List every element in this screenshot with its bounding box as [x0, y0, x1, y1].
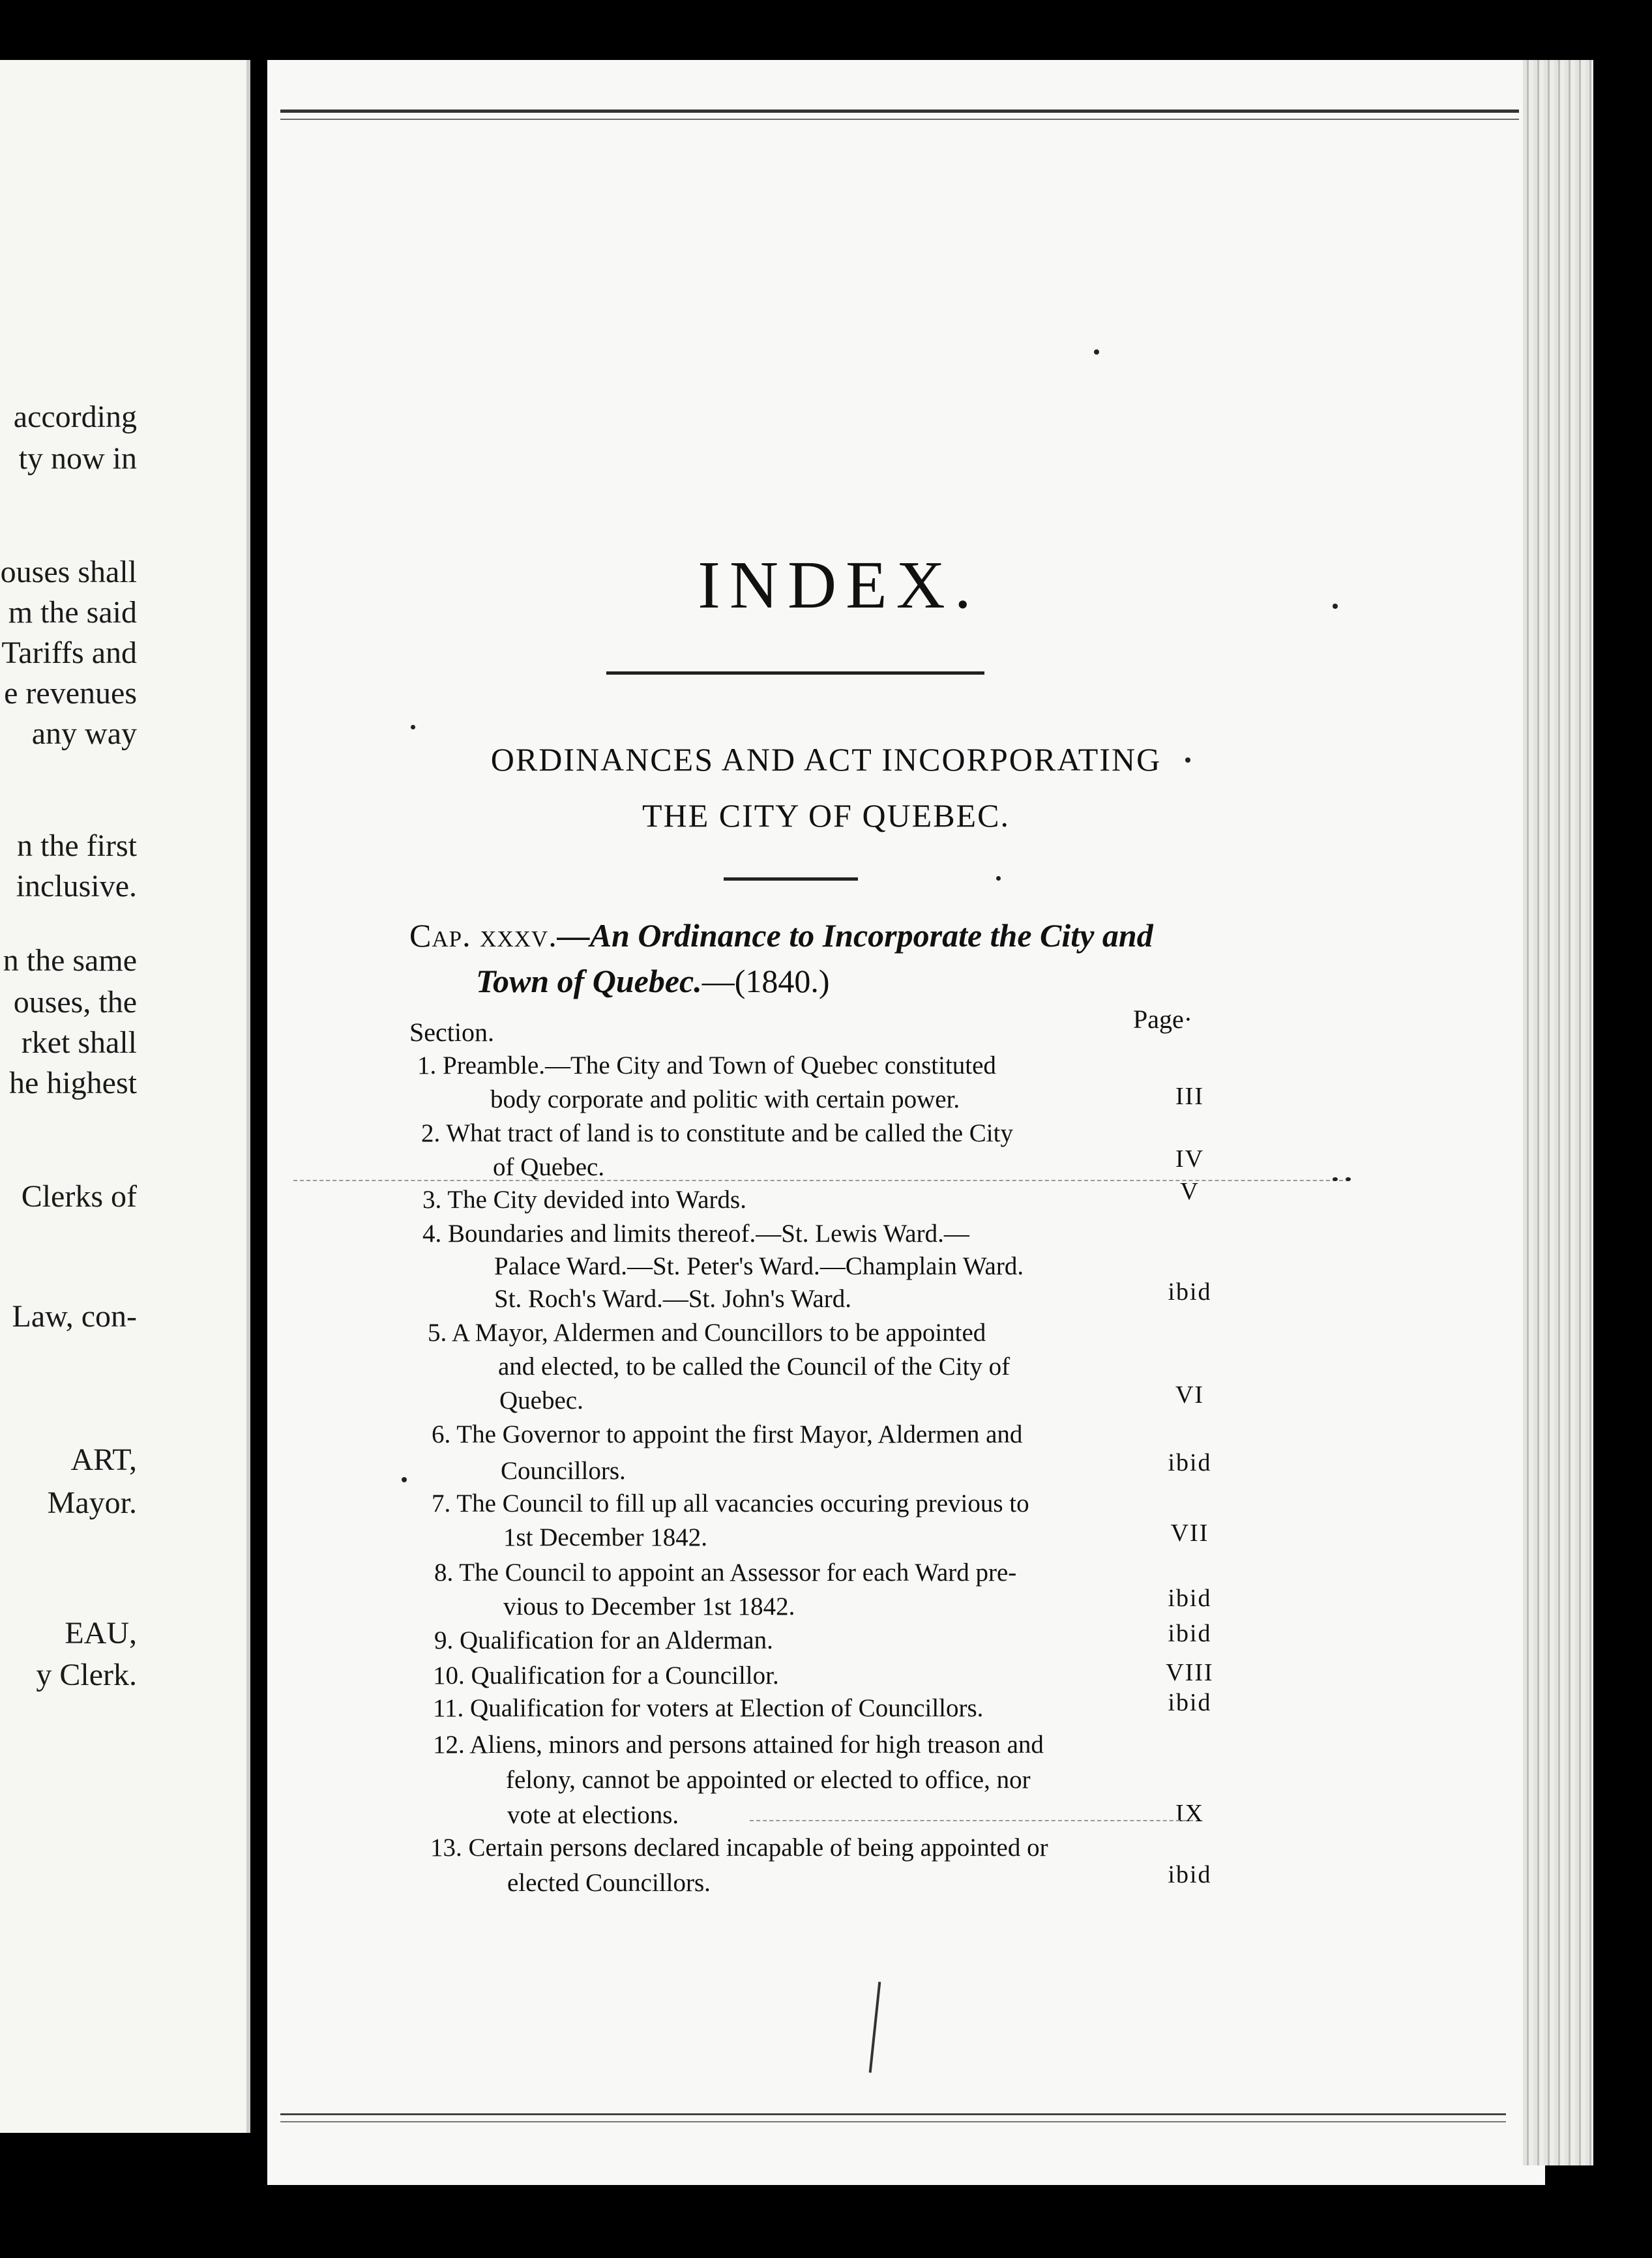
entry-5-line-1: 5. A Mayor, Aldermen and Councillors to be appointed: [428, 1319, 986, 1347]
entry-8-line-2: vious to December 1st 1842.: [503, 1592, 795, 1620]
entry-6-line-2: Councillors.: [501, 1457, 626, 1485]
entry-7-line-2: 1st December 1842.: [503, 1523, 707, 1551]
left-fragment: Law, con-: [12, 1299, 137, 1334]
left-fragment: ty now in: [18, 441, 137, 476]
entry-8-line-1: 8. The Council to appoint an Assessor for each Ward pre-: [434, 1559, 1017, 1587]
left-fragment: ouses shall: [0, 555, 137, 589]
entry-12-line-2: felony, cannot be appointed or elected to office, nor: [506, 1766, 1031, 1794]
entry-9-line-1: 9. Qualification for an Alderman.: [434, 1626, 773, 1654]
top-rule: [280, 110, 1519, 113]
page-column-header: Page·: [1133, 1004, 1193, 1034]
entry-3-line-1: 3. The City devided into Wards.: [422, 1186, 746, 1214]
left-fragment: Clerks of: [21, 1179, 137, 1214]
entry-12-dash: [750, 1820, 1193, 1821]
entry-2-line-2: of Quebec.: [493, 1153, 605, 1181]
entry-10-line-1: 10. Qualification for a Councillor.: [433, 1662, 779, 1690]
entry-12-line-3: vote at elections.: [507, 1801, 679, 1829]
entry-13-line-2: elected Councillors.: [507, 1869, 711, 1897]
entry-5-line-2: and elected, to be called the Council of the City of: [498, 1353, 1010, 1381]
entry-4-line-2: Palace Ward.—St. Peter's Ward.—Champlain Ward.: [494, 1252, 1024, 1280]
entry-11-page: ibid: [1168, 1689, 1212, 1716]
entry-11-line-1: 11. Qualification for voters at Election of Councillors.: [433, 1694, 984, 1722]
entry-1-page: III: [1175, 1083, 1204, 1110]
entry-3-page: V: [1180, 1178, 1200, 1205]
top-rule-thin: [280, 119, 1519, 120]
left-fragment: y Clerk.: [36, 1658, 137, 1692]
page-edge: [1523, 60, 1593, 2165]
entry-7-page: VII: [1170, 1519, 1209, 1547]
left-fragment: any way: [31, 716, 137, 751]
left-fragment: Mayor.: [47, 1486, 137, 1520]
entry-8-page: ibid: [1168, 1585, 1212, 1612]
entry-10-page: VIII: [1166, 1659, 1214, 1686]
page-title: INDEX.: [698, 548, 981, 623]
previous-page: [0, 60, 250, 2133]
bottom-rule: [280, 2113, 1506, 2115]
chapter-title-1: —An Ordinance to Incorporate the City and: [557, 917, 1153, 954]
left-fragment: n the first: [17, 828, 137, 863]
entry-2-line-1: 2. What tract of land is to constitute and be called the City: [421, 1119, 1013, 1147]
heading-rule: [724, 877, 858, 881]
chapter-year: —(1840.): [701, 963, 830, 999]
left-fragment: rket shall: [21, 1025, 137, 1060]
entry-4-line-1: 4. Boundaries and limits thereof.—St. Lewis Ward.—: [422, 1220, 969, 1248]
heading-line-2: THE CITY OF QUEBEC.: [642, 797, 1010, 834]
entry-12-page: IX: [1175, 1800, 1205, 1827]
chapter-heading: [409, 916, 1153, 954]
left-fragment: EAU,: [65, 1616, 137, 1650]
left-fragment: e revenues: [4, 676, 137, 711]
entry-13-line-1: 13. Certain persons declared incapable of being appointed or: [430, 1834, 1048, 1862]
bottom-rule-thin: [280, 2121, 1506, 2122]
entry-9-page: ibid: [1168, 1620, 1212, 1647]
entry-7-line-1: 7. The Council to fill up all vacancies occuring previous to: [432, 1489, 1029, 1518]
chapter-title-2: Town of Quebec.: [476, 963, 702, 999]
heading-line-1: ORDINANCES AND ACT INCORPORATING: [490, 741, 1162, 778]
entry-4-line-3: St. Roch's Ward.—St. John's Ward.: [494, 1285, 852, 1313]
entry-1-line-1: 1. Preamble.—The City and Town of Quebec constituted: [417, 1051, 996, 1079]
section-column-header: Section.: [409, 1018, 494, 1047]
ornamental-rule: [606, 671, 984, 680]
entry-4-page: ibid: [1168, 1278, 1212, 1306]
left-fragment: ART,: [70, 1443, 137, 1477]
left-fragment: inclusive.: [16, 869, 137, 903]
left-fragment: m the said: [8, 595, 137, 630]
entry-6-page: ibid: [1168, 1449, 1212, 1476]
chapter-number: Cap. xxxv.: [409, 917, 557, 954]
entry-6-line-1: 6. The Governor to appoint the first Mayor, Aldermen and: [432, 1420, 1023, 1448]
left-fragment: n the same: [3, 943, 137, 978]
entry-5-line-3: Quebec.: [499, 1386, 583, 1415]
book-gutter: [250, 60, 267, 2139]
entry-1-line-2: body corporate and politic with certain power.: [490, 1085, 960, 1113]
entry-5-page: VI: [1175, 1381, 1205, 1409]
left-fragment: ouses, the: [13, 985, 137, 1019]
entry-2-page: IV: [1175, 1145, 1205, 1173]
chapter-heading-cont: [476, 962, 830, 1000]
entry-13-page: ibid: [1168, 1861, 1212, 1888]
left-fragment: according: [13, 400, 137, 434]
entry-12-line-1: 12. Aliens, minors and persons attained for high treason and: [433, 1731, 1044, 1759]
left-fragment: he highest: [9, 1066, 137, 1100]
left-fragment: Tariffs and: [1, 636, 137, 670]
